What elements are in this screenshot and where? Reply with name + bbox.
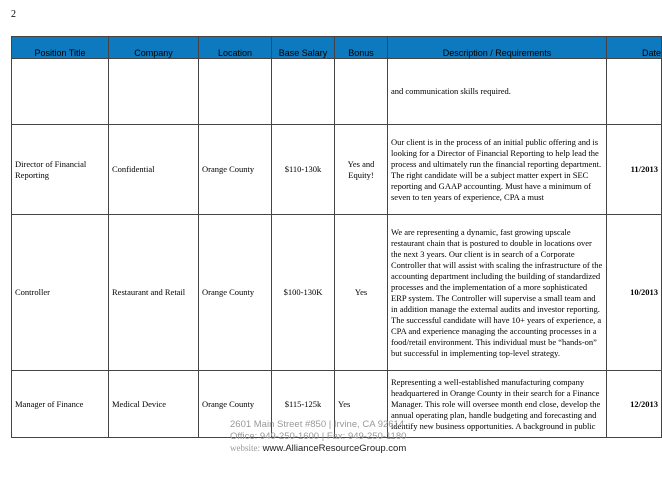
table-row (12, 215, 662, 371)
cell-location: Orange County (199, 371, 272, 438)
table-row (12, 125, 662, 215)
cell-description: Representing a well-established manufacturing company headquartered in Orange County in their search for a Finance Manager. This role will oversee month end close, develop the annual operating plan, handle budgeting and forecasting and identify new business opportunities. A background in public (388, 371, 607, 438)
cell-description: and communication skills required. (388, 59, 607, 125)
cell-company: Restaurant and Retail (109, 215, 199, 371)
cell-location: Orange County (199, 215, 272, 371)
cell-position: Controller (12, 215, 109, 371)
footer-address: 2601 Main Street #850 | Irvine, CA 92614 (230, 419, 405, 430)
cell-position: Director of Financial Reporting (12, 125, 109, 215)
cell-company (109, 59, 199, 125)
header-base-salary: Base Salary (272, 37, 335, 59)
header-bonus: Bonus (335, 37, 388, 59)
cell-bonus: Yes (335, 371, 388, 438)
header-position-title: Position Title (12, 37, 109, 59)
cell-position (12, 59, 109, 125)
table-row (12, 59, 662, 125)
cell-company: Medical Device (109, 371, 199, 438)
header-date: Date (607, 37, 662, 59)
footer-website-label: website: (230, 443, 260, 453)
cell-bonus: Yes (335, 215, 388, 371)
footer-contact: Office: 949-250-1600 | Fax: 949-250-1180 (230, 431, 407, 442)
cell-date (607, 59, 662, 125)
cell-description: We are representing a dynamic, fast growing upscale restaurant chain that is postured to double in locations over the next 3 years. Our client is in search of a Corporate Controller that will assist with scaling the infrastructure of the accounting department including the building of standardized processes and the implementation of a more sophisticated ERP system. The Controller will supervise a small team and in addition manage the external audits and investor reporting. The successful candidate will have 10+ years of experience, a CPA and experience managing the accounting processes in a food/retail environment. This individual must be “hands-on” but successful in implementing top-level strategy. (388, 215, 607, 371)
cell-description: Our client is in the process of an initial public offering and is looking for a Director of Financial Reporting to help lead the process and ultimately run the financial reporting department. The right candidate will be a subject matter expert in SEC reporting and GAAP accounting. Must have a minimum of seven to ten years of experience, CPA a must (388, 125, 607, 215)
cell-bonus: Yes and Equity! (335, 125, 388, 215)
cell-company: Confidential (109, 125, 199, 215)
header-description: Description / Requirements (388, 37, 607, 59)
footer-website (230, 443, 406, 454)
cell-location (199, 59, 272, 125)
page-number: 2 (11, 9, 16, 20)
cell-date: 10/2013 (607, 215, 662, 371)
cell-date: 11/2013 (607, 125, 662, 215)
header-location: Location (199, 37, 272, 59)
job-listings-table (11, 36, 662, 438)
cell-location: Orange County (199, 125, 272, 215)
cell-bonus (335, 59, 388, 125)
cell-salary (272, 59, 335, 125)
cell-salary: $100-130K (272, 215, 335, 371)
cell-salary: $115-125k (272, 371, 335, 438)
table-header-row (12, 37, 662, 59)
cell-date: 12/2013 (607, 371, 662, 438)
header-company: Company (109, 37, 199, 59)
cell-position: Manager of Finance (12, 371, 109, 438)
footer-website-link[interactable]: www.AllianceResourceGroup.com (262, 443, 407, 454)
cell-salary: $110-130k (272, 125, 335, 215)
